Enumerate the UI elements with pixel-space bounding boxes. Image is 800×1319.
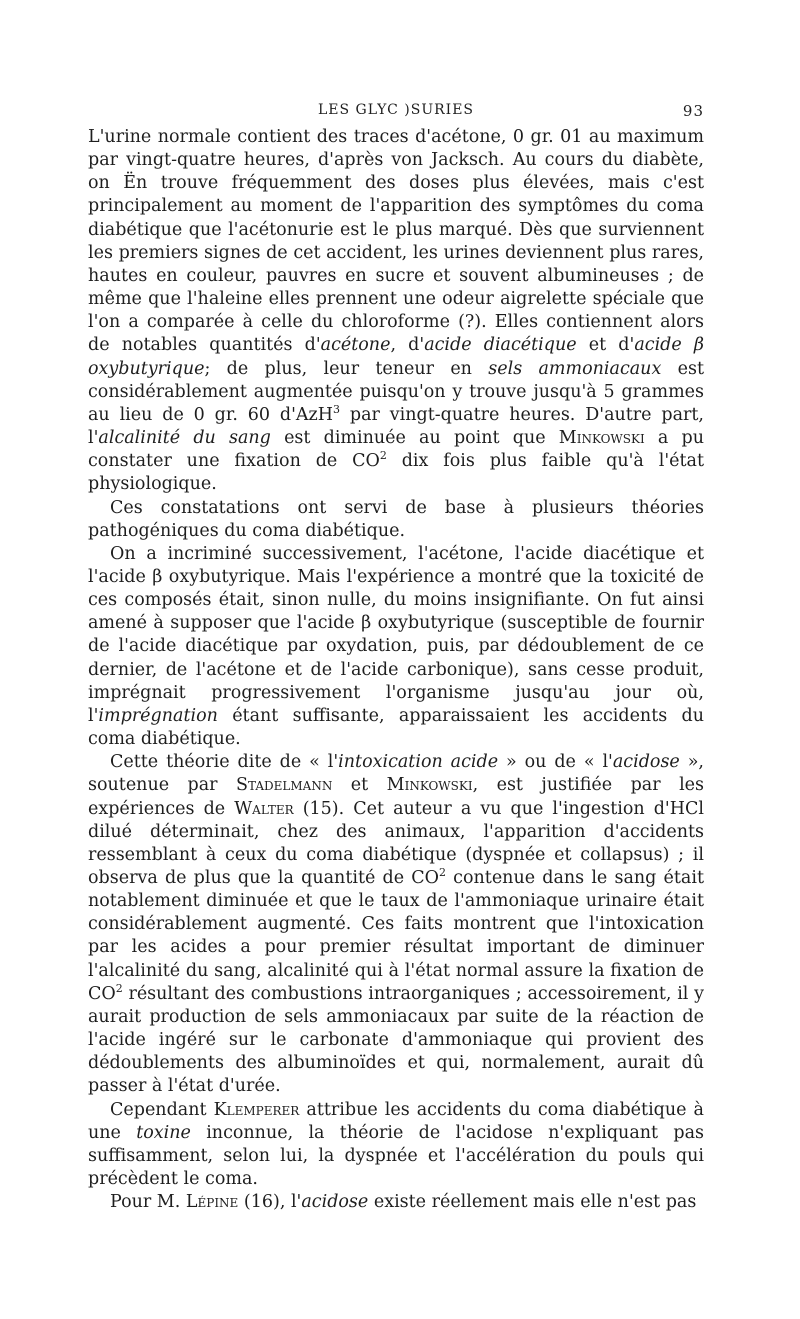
paragraph-3: On a incriminé successivement, l'acétone, l'acide diacétique et l'acide β oxybutyrique. Mais l'expérience a montré que la toxicité de ces composés était, sinon nulle, du moins insignifiante. On fut ainsi amené à supposer que l'acide β oxybutyrique (susceptible de fournir de l'acide diacétique par oxydation, puis, par dédoublement de ce dernier, de l'acétone et de l'acide carbonique), sans cesse produit, imprégnait progressivement l'organisme jusqu'au jour où, l'imprégnation étant suffisante, apparaissaient les accidents du coma diabétique. <box>88 543 704 750</box>
author-name: Klemperer <box>213 1099 300 1120</box>
book-page <box>88 96 704 1214</box>
paragraph-6: Pour M. Lépine (16), l'acidose existe réellement mais elle n'est pas <box>110 1192 697 1213</box>
page-header <box>88 96 704 124</box>
author-name: Stadelmann <box>236 775 333 796</box>
paragraph-4: Cette théorie dite de « l'intoxication acide » ou de « l'acidose », soutenue par Stadelmann et Minkowski, est justifiée par les expériences de Walter (15). Cet auteur a vu que l'ingestion d'HCl dilué déterminait, chez des animaux, l'apparition d'accidents ressemblant à ceux du coma diabétique (dyspnée et collapsus) ; il observa de plus que la quantité de $CO^2$ contenue dans le sang était notablement diminuée et que le taux de l'ammoniaque urinaire était considérablement augmenté. Ces faits montrent que l'intoxication par les acides a pour premier résultat important de diminuer l'alcalinité du sang, alcalinité qui à l'état normal assure la fixation de $CO^2$ résultant des combustions intraorganiques ; accessoirement, il y aurait production de sels ammoniacaux par suite de la réaction de l'acide ingéré sur le carbonate d'ammoniaque qui provient des dédoublements des albuminoïdes et qui, normalement, aurait dû passer à l'état d'urée. <box>88 752 704 1097</box>
page-number: 93 <box>682 102 704 120</box>
author-name: Minkowski <box>386 775 473 796</box>
paragraph-1: L'urine normale contient des traces d'acétone, 0 gr. 01 au maximum par vingt-quatre heures, d'après von Jacksch. Au cours du diabète, on Ën trouve fréquemment des doses plus élevées, mais c'est principalement au moment de l'apparition des symptômes du coma diabétique que l'acétonurie est le plus marqué. Dès que surviennent les premiers signes de cet accident, les urines deviennent plus rares, hautes en couleur, pauvres en sucre et souvent albumineuses ; de même que l'haleine elles prennent une odeur aigrelette spéciale que l'on a comparée à celle du chloroforme (?). Elles contiennent alors de notables quantités d'acétone, d'acide diacétique et d'acide β oxybutyrique; de plus, leur teneur en sels ammoniacaux est considérablement augmentée puisqu'on y trouve jusqu'à 5 grammes au lieu de 0 gr. 60 d'AzH$^3$ par vingt-quatre heures. D'autre part, l'alcalinité du sang est diminuée au point que Minkowski a pu constater une fixation de $CO^2$ dix fois plus faible qu'à l'état physiologique. <box>88 127 705 495</box>
body-text <box>88 126 704 1214</box>
paragraph-2: Ces constatations ont servi de base à plusieurs théories pathogéniques du coma diabétique. <box>88 497 704 541</box>
running-title: LES GLYC )SURIES <box>317 102 475 118</box>
author-name: Walter <box>234 798 294 819</box>
paragraph-5: Cependant Klemperer attribue les accidents du coma diabétique à une toxine inconnue, la théorie de l'acidose n'expliquant pas suffisamment, selon lui, la dyspnée et l'accélération du pouls qui précèdent le coma. <box>88 1099 704 1190</box>
author-name: Minkowski <box>558 428 645 449</box>
author-name: Lépine <box>185 1192 239 1213</box>
